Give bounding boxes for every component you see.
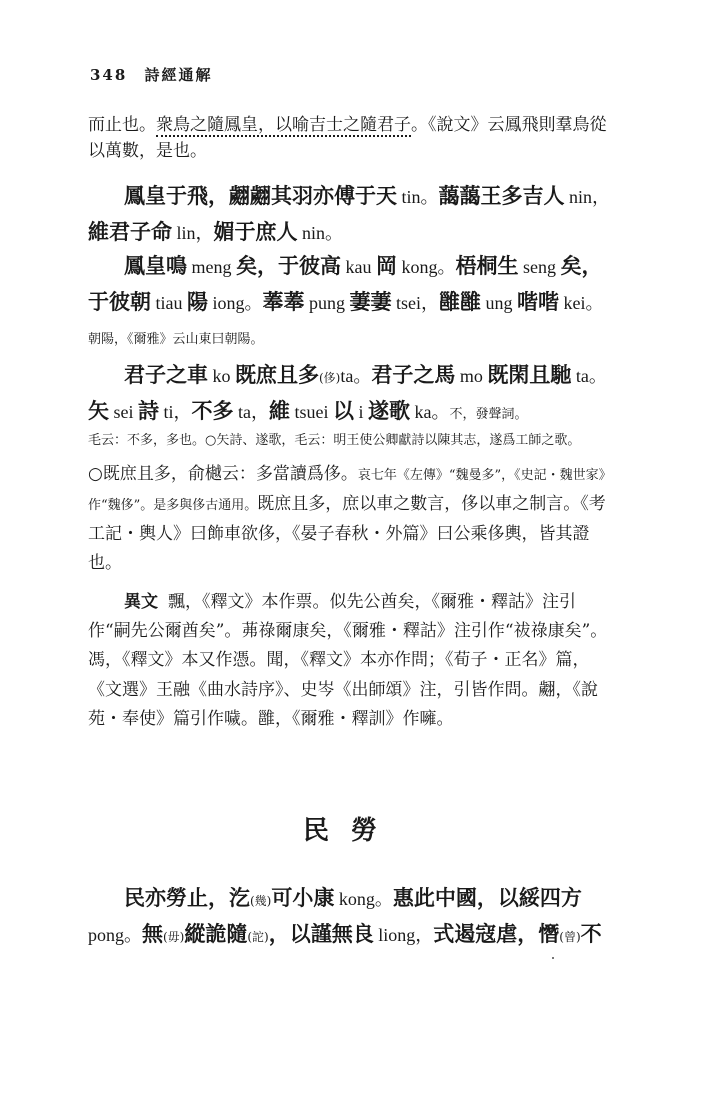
verse-text: 陽: [187, 288, 208, 314]
text: 飄，《釋文》本作票。似先公酋矣，《爾雅・釋詁》注引作“嗣先公爾酋矣”。茀祿爾康矣，《爾雅・釋詁》注引作“祓祿康矣”。馮，《釋文》本又作憑。聞，《釋文》本亦作問；《荀子・正名》篇，《文選》王融《曲水詩序》、史岑《出師頌》注，引皆作問。翽，《說苑・奉使》篇引作噦。雝，《爾雅・釋訓》作噰。: [88, 592, 608, 729]
print-speck: [552, 957, 554, 959]
rhyme-reading: ti，: [159, 401, 192, 422]
book-title: 詩經通解: [144, 66, 213, 84]
verse-text: 媚于庶人: [213, 218, 298, 244]
commentary-paragraph-2: [88, 460, 614, 579]
verse-text: 無: [142, 920, 163, 946]
rhyme-reading: nin，: [564, 187, 611, 207]
rhyme-reading: ta。: [571, 366, 607, 386]
verse-text: 遂歌: [368, 397, 411, 423]
rhyme-reading: pung: [304, 292, 350, 313]
rhyme-reading: liong，: [373, 924, 434, 945]
rhyme-reading: kong。: [334, 889, 393, 909]
verse-text: 雝雝: [439, 288, 482, 314]
rhyme-reading: meng: [187, 257, 236, 277]
variant-readings-paragraph: [88, 588, 614, 734]
verse-text: 式遏寇虐，憯: [433, 920, 560, 946]
verse-stanza-2: [88, 248, 614, 353]
verse-text: 詩: [138, 397, 159, 423]
verse-text: 維: [269, 397, 291, 423]
verse-text: 縱詭隨: [184, 920, 248, 946]
variant-char: (毋): [163, 929, 185, 944]
verse-text: 既庶且多: [235, 362, 319, 387]
variant-char: (曾): [559, 929, 581, 944]
commentary-note-mao: 毛云：不多，多也。○矢詩、遂歌，毛云：明王使公卿獻詩以陳其志，遂爲工師之歌。: [88, 433, 581, 448]
rhyme-reading: seng: [518, 257, 561, 277]
rhyme-reading: i: [354, 401, 369, 422]
rhyme-reading: ta。: [340, 366, 372, 386]
section-title: 民勞: [302, 816, 399, 846]
text: 既庶且多，庶以車之數言，侈以車之制言。《考工記・輿人》曰飾車欲侈，《晏子春秋・外篇》曰公乘侈輿，皆其證也。: [88, 493, 606, 574]
verse-text: 既閑且馳: [487, 362, 572, 387]
inline-note: 哀七年《左傳》“魏曼多”，《史記・魏世家》作“魏侈”。是多與侈古通用。: [88, 468, 612, 513]
text: 而止也。: [88, 115, 156, 135]
variant-readings-label: 異文: [124, 592, 158, 612]
commentary-paragraph-1: [88, 112, 614, 165]
rhyme-reading: ta，: [233, 401, 270, 422]
page-number: 348: [90, 66, 128, 84]
rhyme-reading: iong。: [208, 292, 263, 313]
verse-text: 矣，于彼高: [236, 253, 341, 278]
verse-text: 萋萋: [349, 288, 392, 314]
verse-text: 以: [333, 397, 355, 423]
inline-note: 不，發聲詞。: [449, 406, 528, 422]
rhyme-reading: tiau: [151, 292, 187, 313]
rhyme-reading: ko: [208, 366, 235, 386]
rhyme-reading: kong。: [397, 257, 456, 277]
verse-text: 梧桐生: [455, 253, 519, 278]
rhyme-reading: lin，: [172, 222, 214, 243]
verse-stanza-3: [88, 357, 614, 428]
verse-text: 岡: [376, 253, 397, 278]
variant-char: (侈): [319, 371, 341, 385]
verse-text: 惠此中國，以綏四方: [392, 885, 582, 910]
rhyme-reading: kei。: [559, 292, 604, 313]
verse-text: 君子之車: [124, 362, 208, 387]
inline-note: 朝陽，《爾雅》云山東曰朝陽。: [88, 332, 264, 348]
text: 。《說文》云鳳飛則羣鳥從以萬數，是也。: [88, 115, 607, 162]
rhyme-reading: tsei，: [391, 292, 440, 313]
verse-text: 喈喈: [517, 288, 560, 314]
verse-text: 不多: [191, 397, 234, 423]
verse-text: 鳳皇于飛，翽翽其羽亦傅于天: [124, 183, 397, 208]
rhyme-reading: tin。: [397, 187, 439, 207]
verse-text: 不: [580, 920, 602, 946]
rhyme-reading: nin。: [297, 222, 344, 243]
rhyme-reading: pong。: [88, 924, 142, 945]
verse-text: 藹藹王多吉人: [438, 183, 565, 208]
dotted-emphasis-text: 衆鳥之隨鳳皇，以喻吉士之隨君子: [156, 115, 411, 135]
verse-stanza-4: [88, 880, 614, 951]
verse-text: 可小康: [271, 885, 335, 910]
verse-text: 菶菶: [262, 288, 305, 314]
text: ○既庶且多，俞樾云：多當讀爲侈。: [88, 464, 358, 484]
verse-text: 君子之馬: [371, 362, 456, 387]
verse-text: ，以謹無良: [268, 920, 374, 946]
verse-text: 維君子命: [88, 218, 172, 244]
rhyme-reading: sei: [109, 401, 138, 422]
verse-text: 矢: [88, 397, 109, 423]
rhyme-reading: tsuei: [290, 401, 334, 422]
verse-text: 民亦勞止，汔: [124, 885, 250, 910]
verse-text: 矣，于彼朝: [88, 253, 603, 314]
rhyme-reading: ka。: [410, 401, 450, 422]
variant-char: (詑): [247, 929, 269, 944]
rhyme-reading: kau: [341, 257, 376, 277]
page-header: [90, 64, 213, 85]
rhyme-reading: ung: [481, 292, 518, 313]
variant-char: (幾): [250, 894, 272, 908]
verse-text: 鳳皇鳴: [124, 253, 187, 278]
rhyme-reading: mo: [455, 366, 488, 386]
verse-stanza-1: [88, 178, 614, 249]
